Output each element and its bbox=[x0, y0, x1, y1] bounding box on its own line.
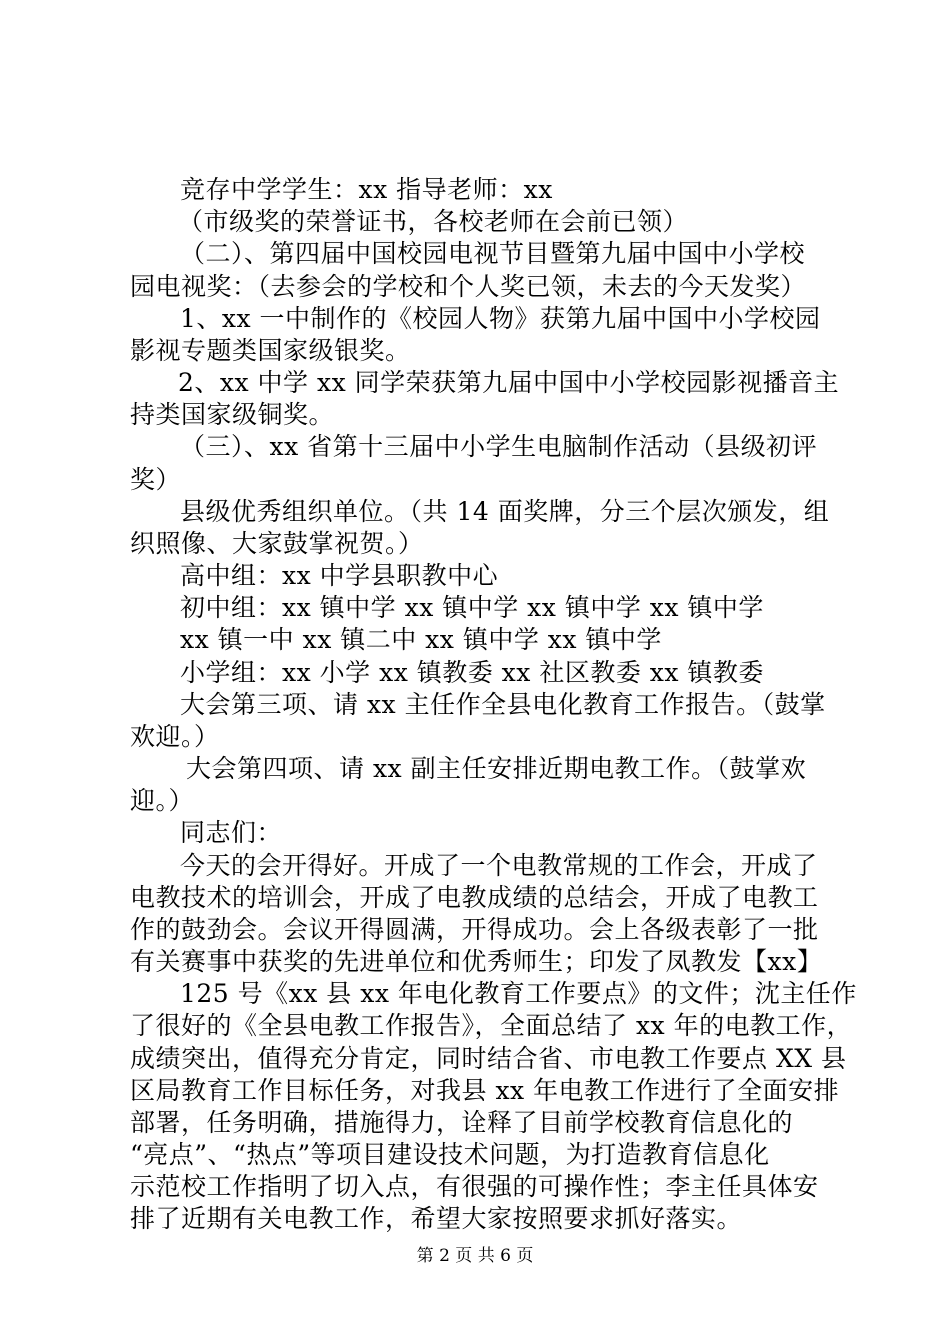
text-line: 有关赛事中获奖的先进单位和优秀师生；印发了凤教发【xx】 bbox=[130, 947, 823, 976]
text-line: （三）、xx 省第十三届中小学生电脑制作活动（县级初评 bbox=[180, 432, 818, 461]
text-line: 1、xx 一中制作的《校园人物》获第九届中国中小学校园 bbox=[180, 304, 821, 333]
text-line: （市级奖的荣誉证书，各校老师在会前已领） bbox=[178, 207, 689, 236]
text-line: 今天的会开得好。开成了一个电教常规的工作会，开成了 bbox=[180, 851, 818, 880]
text-line: 部署，任务明确，措施得力，诠释了目前学校教育信息化的 bbox=[130, 1108, 794, 1137]
text-line: 织照像、大家鼓掌祝贺。） bbox=[130, 529, 424, 558]
text-line: 区局教育工作目标任务，对我县 xx 年电教工作进行了全面安排 bbox=[130, 1076, 840, 1105]
text-line: 电教技术的培训会，开成了电教成绩的总结会，开成了电教工 bbox=[130, 883, 819, 912]
text-line: “亮点”、“热点”等项目建设技术问题，为打造教育信息化 bbox=[130, 1140, 770, 1169]
text-line: （二）、第四届中国校园电视节目暨第九届中国中小学校 bbox=[180, 239, 806, 268]
text-line: xx 镇一中 xx 镇二中 xx 镇中学 xx 镇中学 bbox=[180, 625, 662, 654]
text-line: 大会第四项、请 xx 副主任安排近期电教工作。（鼓掌欢 bbox=[186, 754, 807, 783]
text-line: 影视专题类国家级银奖。 bbox=[130, 336, 411, 365]
text-line: 竞存中学学生：xx 指导老师：xx bbox=[180, 175, 553, 204]
text-line: 2、xx 中学 xx 同学荣获第九届中国中小学校园影视播音主 bbox=[178, 368, 840, 397]
text-line: 作的鼓劲会。会议开得圆满，开得成功。会上各级表彰了一批 bbox=[130, 915, 819, 944]
text-line: 初中组：xx 镇中学 xx 镇中学 xx 镇中学 xx 镇中学 bbox=[180, 593, 764, 622]
text-line: 迎。） bbox=[130, 786, 195, 815]
text-line: 大会第三项、请 xx 主任作全县电化教育工作报告。（鼓掌 bbox=[180, 690, 826, 719]
text-line: 欢迎。） bbox=[130, 722, 220, 751]
text-line: 高中组：xx 中学县职教中心 bbox=[180, 561, 499, 590]
text-line: 了很好的《全县电教工作报告》，全面总结了 xx 年的电教工作， bbox=[130, 1011, 853, 1040]
text-line: 持类国家级铜奖。 bbox=[130, 400, 335, 429]
text-line: 园电视奖：（去参会的学校和个人奖已领，未去的今天发奖） bbox=[130, 272, 807, 301]
text-line: 小学组：xx 小学 xx 镇教委 xx 社区教委 xx 镇教委 bbox=[180, 658, 764, 687]
text-line: 同志们： bbox=[180, 818, 283, 847]
text-line: 示范校工作指明了切入点，有很强的可操作性；李主任具体安 bbox=[130, 1172, 819, 1201]
text-line: 奖） bbox=[130, 465, 182, 494]
text-line: 成绩突出，值得充分肯定，同时结合省、市电教工作要点 XX 县 bbox=[130, 1044, 847, 1073]
page-footer: 第 2 页 共 6 页 bbox=[416, 1246, 534, 1266]
text-line: 125 号《xx 县 xx 年电化教育工作要点》的文件；沈主任作 bbox=[180, 979, 857, 1008]
text-line: 县级优秀组织单位。（共 14 面奖牌，分三个层次颁发，组 bbox=[180, 497, 830, 526]
text-line: 排了近期有关电教工作，希望大家按照要求抓好落实。 bbox=[130, 1204, 743, 1233]
